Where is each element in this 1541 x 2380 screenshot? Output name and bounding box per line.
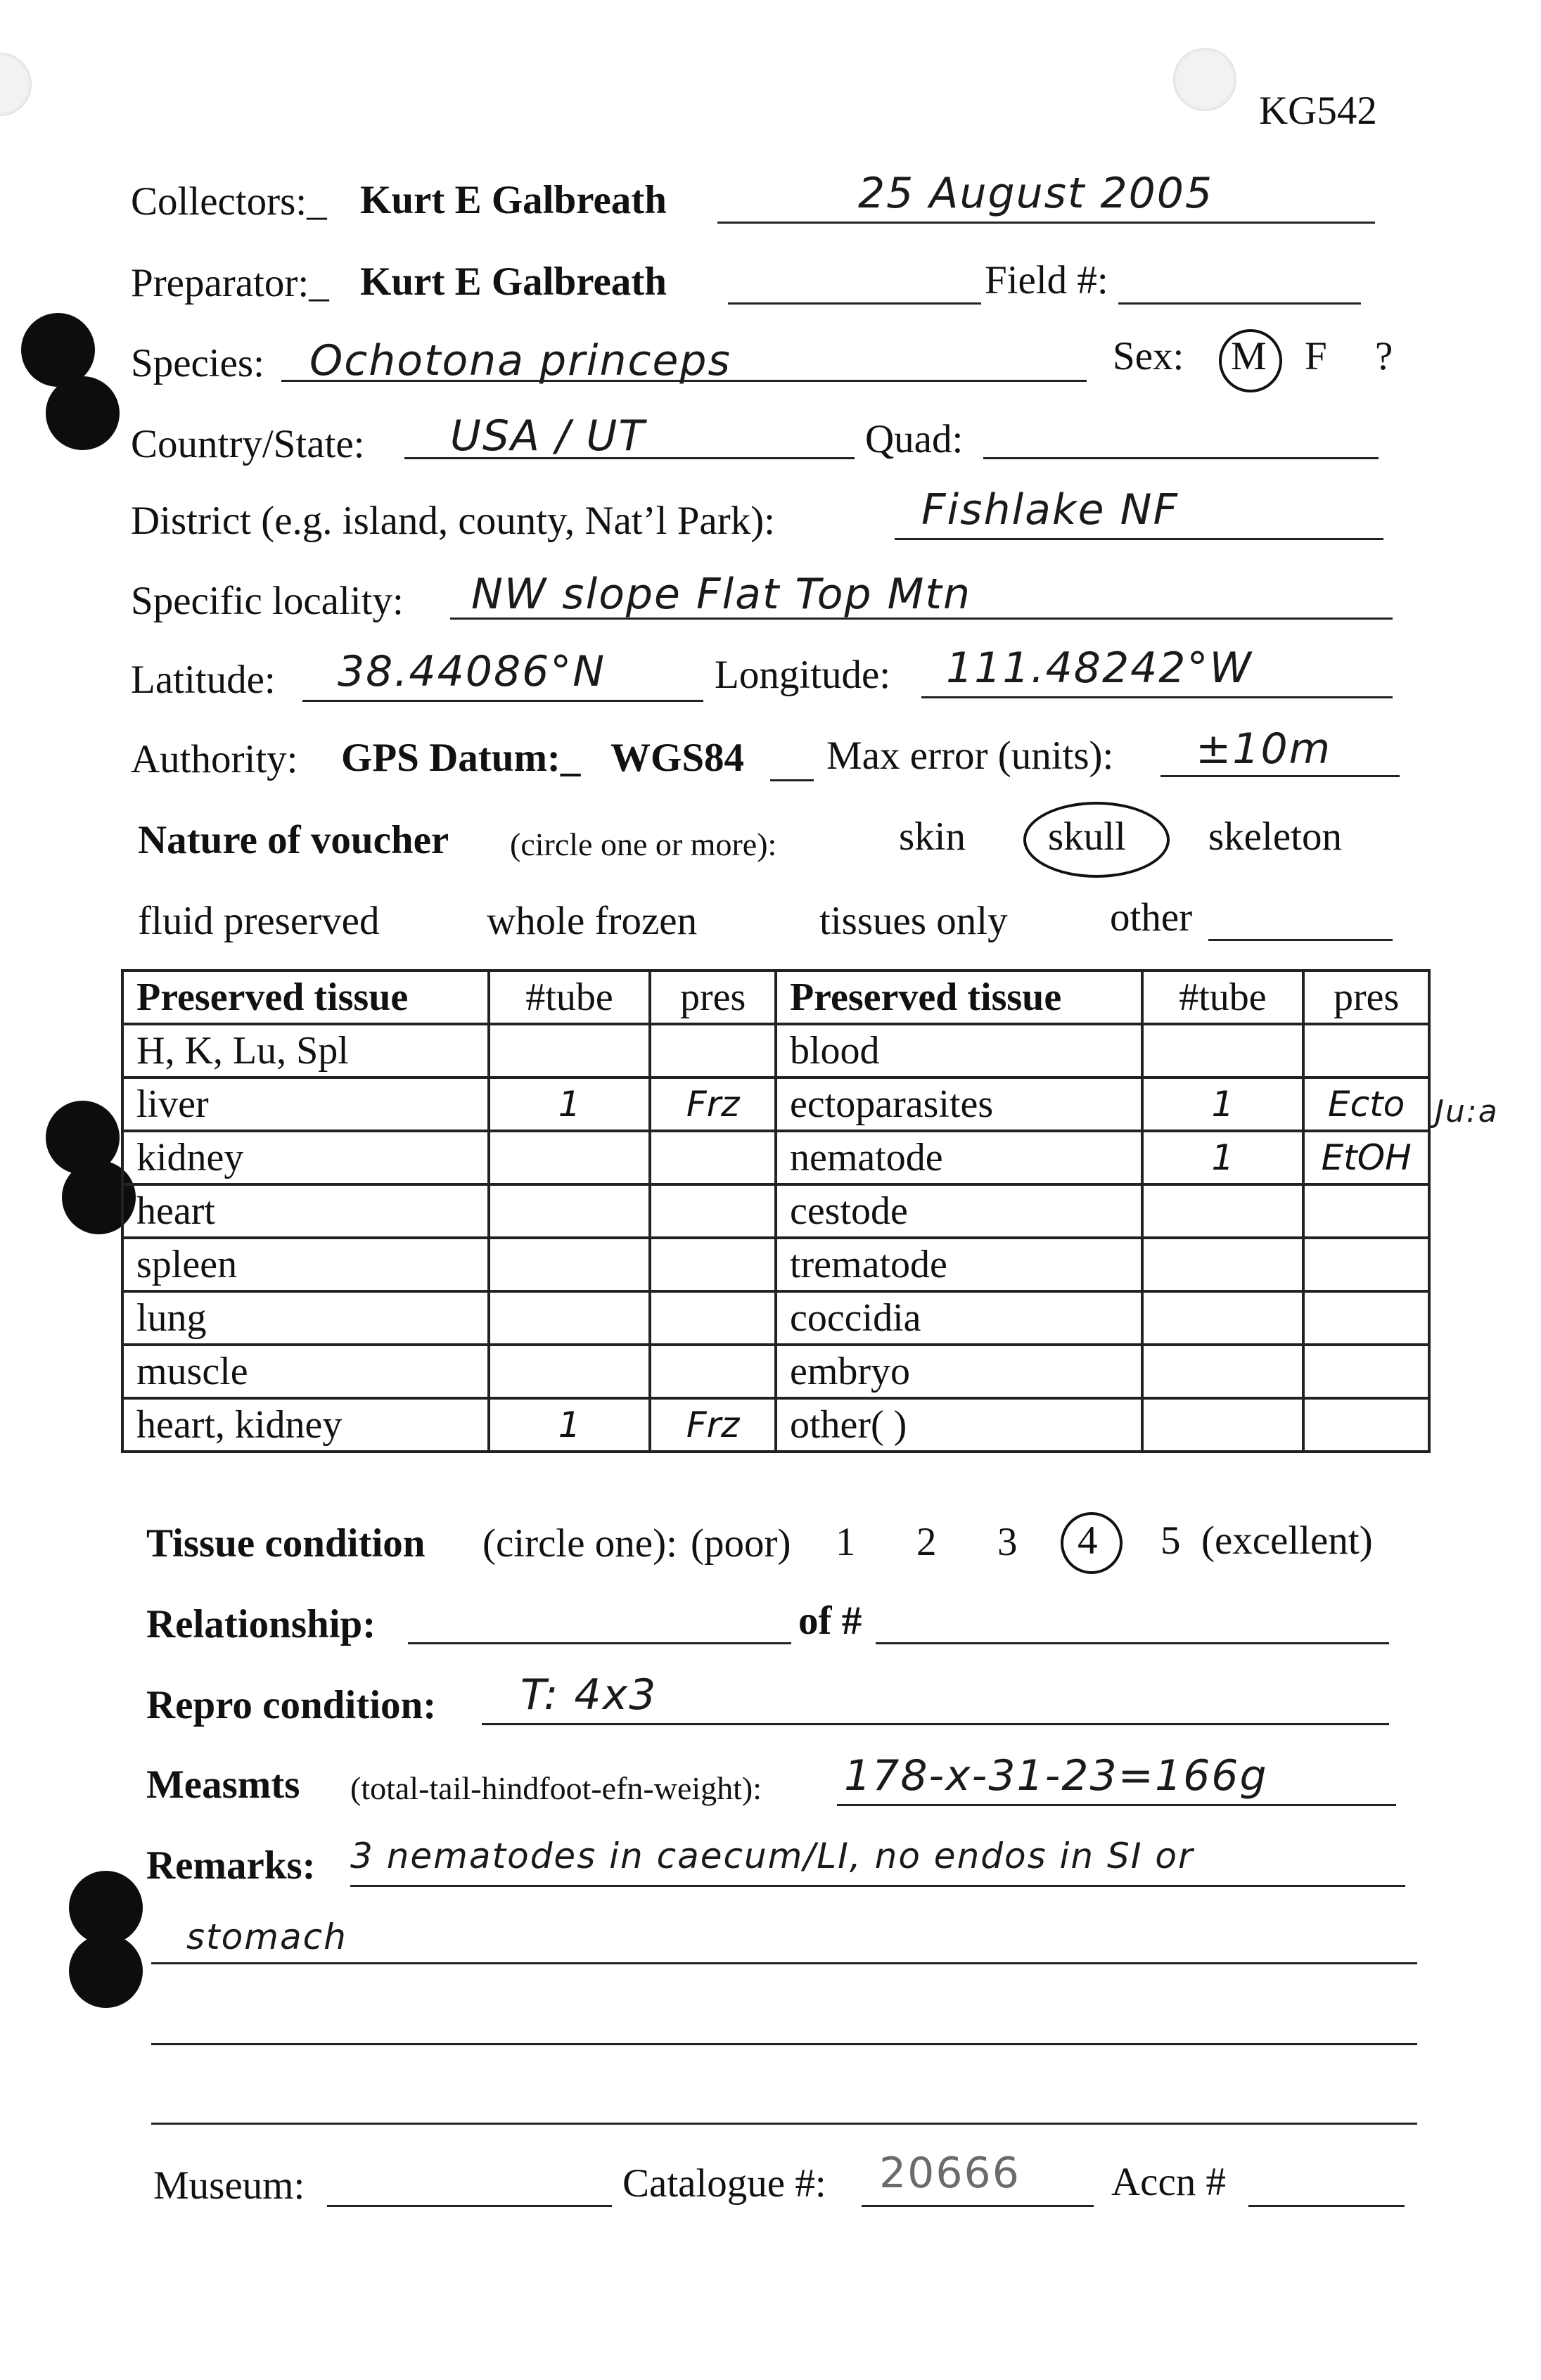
tissue-condition-1[interactable]: 1 bbox=[836, 1520, 856, 1564]
tissue-cell: heart, kidney bbox=[122, 1398, 489, 1452]
catalogue-label: Catalogue #: bbox=[622, 2161, 826, 2206]
tissue-cell: embryo bbox=[776, 1345, 1142, 1398]
table-header-row bbox=[122, 971, 1429, 1024]
table-row bbox=[122, 1345, 1429, 1398]
preparator-label: Preparator:_ bbox=[131, 261, 329, 305]
catalogue-value: 20666 bbox=[879, 2149, 1021, 2198]
repro-line bbox=[482, 1723, 1389, 1725]
remarks-rule-2 bbox=[151, 1962, 1417, 1964]
pres-cell[interactable] bbox=[650, 1184, 776, 1238]
max-error-line bbox=[1160, 775, 1400, 777]
pres-cell[interactable] bbox=[650, 1024, 776, 1077]
country-value: USA / UT bbox=[450, 411, 646, 461]
repro-value: T: 4x3 bbox=[520, 1670, 658, 1720]
relationship-label: Relationship: bbox=[146, 1602, 376, 1646]
table-row bbox=[122, 1131, 1429, 1184]
longitude-label: Longitude: bbox=[715, 653, 891, 697]
longitude-value: 111.48242°W bbox=[946, 644, 1253, 693]
collectors-line bbox=[717, 222, 1375, 224]
tissue-cell: coccidia bbox=[776, 1291, 1142, 1345]
district-label: District (e.g. island, county, Nat’l Park): bbox=[131, 499, 776, 543]
sex-option-f[interactable]: F bbox=[1305, 334, 1327, 378]
sex-label: Sex: bbox=[1113, 334, 1184, 378]
collectors-value: Kurt E Galbreath bbox=[360, 178, 667, 222]
tissue-condition-4[interactable]: 4 bbox=[1078, 1518, 1098, 1563]
ink-blot bbox=[46, 376, 120, 450]
tube-cell[interactable] bbox=[489, 1024, 651, 1077]
header-pres-right: pres bbox=[1303, 971, 1429, 1024]
table-row bbox=[122, 1077, 1429, 1131]
table-row bbox=[122, 1184, 1429, 1238]
tissue-condition-selected-circle bbox=[1061, 1512, 1123, 1574]
voucher-skin[interactable]: skin bbox=[899, 814, 966, 859]
field-number-line bbox=[1118, 302, 1361, 305]
pres-cell[interactable] bbox=[650, 1291, 776, 1345]
voucher-skeleton[interactable]: skeleton bbox=[1208, 814, 1342, 859]
tissue-cell: H, K, Lu, Spl bbox=[122, 1024, 489, 1077]
header-tube-right: #tube bbox=[1142, 971, 1304, 1024]
pres-cell[interactable] bbox=[1303, 1398, 1429, 1452]
collection-date: 25 August 2005 bbox=[858, 169, 1214, 218]
country-label: Country/State: bbox=[131, 422, 365, 466]
pres-cell[interactable] bbox=[1303, 1291, 1429, 1345]
tissue-condition-label: Tissue condition bbox=[146, 1521, 426, 1566]
measurements-value: 178-x-31-23=166g bbox=[844, 1751, 1268, 1800]
measurements-note: (total-tail-hindfoot-efn-weight): bbox=[350, 1770, 762, 1806]
measurements-label: Measmts bbox=[146, 1762, 300, 1807]
remarks-line-2: stomach bbox=[186, 1917, 347, 1957]
locality-label: Specific locality: bbox=[131, 579, 404, 623]
sex-option-m[interactable]: M bbox=[1231, 334, 1267, 378]
measurements-line bbox=[837, 1804, 1396, 1806]
tube-cell[interactable]: 1 bbox=[489, 1398, 651, 1452]
remarks-rule-4 bbox=[151, 2123, 1417, 2125]
max-error-label: Max error (units): bbox=[826, 734, 1114, 778]
tube-cell[interactable] bbox=[1142, 1345, 1304, 1398]
tissue-condition-2[interactable]: 2 bbox=[916, 1520, 937, 1564]
header-tissue-left: Preserved tissue bbox=[122, 971, 489, 1024]
district-value: Fishlake NF bbox=[921, 485, 1179, 535]
voucher-skull[interactable]: skull bbox=[1048, 814, 1126, 859]
specimen-id: KG542 bbox=[1259, 89, 1377, 133]
voucher-fluid[interactable]: fluid preserved bbox=[138, 899, 380, 943]
quad-line bbox=[983, 457, 1379, 459]
pres-cell[interactable] bbox=[650, 1131, 776, 1184]
table-row bbox=[122, 1291, 1429, 1345]
voucher-selected-circle bbox=[1023, 802, 1170, 878]
tissue-cell: nematode bbox=[776, 1131, 1142, 1184]
voucher-tissues[interactable]: tissues only bbox=[819, 899, 1008, 943]
pres-cell[interactable]: Frz bbox=[650, 1398, 776, 1452]
district-line bbox=[895, 538, 1383, 540]
pres-cell[interactable] bbox=[1303, 1345, 1429, 1398]
species-value: Ochotona princeps bbox=[309, 336, 731, 385]
tube-cell[interactable] bbox=[1142, 1024, 1304, 1077]
table-row bbox=[122, 1024, 1429, 1077]
accn-line bbox=[1248, 2205, 1405, 2207]
table-row bbox=[122, 1238, 1429, 1291]
pres-cell[interactable] bbox=[1303, 1184, 1429, 1238]
pres-cell[interactable]: EtOH bbox=[1303, 1131, 1429, 1184]
collectors-label: Collectors:_ bbox=[131, 179, 327, 224]
species-label: Species: bbox=[131, 341, 264, 385]
table-margin-note: Ju:a bbox=[1435, 1094, 1499, 1130]
remarks-rule-1 bbox=[350, 1885, 1405, 1887]
field-number-label: Field #: bbox=[985, 258, 1108, 302]
header-tube-left: #tube bbox=[489, 971, 651, 1024]
tube-cell[interactable]: 1 bbox=[1142, 1131, 1304, 1184]
relationship-of-line bbox=[876, 1642, 1389, 1644]
quad-label: Quad: bbox=[865, 417, 964, 461]
ink-blot bbox=[69, 1934, 143, 2008]
remarks-line-1: 3 nematodes in caecum/LI, no endos in SI or bbox=[350, 1836, 1194, 1876]
punch-hole-left bbox=[0, 53, 32, 116]
relationship-of-label: of # bbox=[798, 1599, 862, 1643]
punch-hole-right bbox=[1173, 48, 1236, 111]
tissue-condition-note: (circle one): bbox=[482, 1521, 677, 1566]
pres-cell[interactable] bbox=[650, 1238, 776, 1291]
tissue-cell: other( ) bbox=[776, 1398, 1142, 1452]
tube-cell[interactable] bbox=[489, 1291, 651, 1345]
tube-cell[interactable] bbox=[1142, 1184, 1304, 1238]
tube-cell[interactable] bbox=[489, 1184, 651, 1238]
gps-datum-value: WGS84 bbox=[610, 736, 745, 780]
remarks-label: Remarks: bbox=[146, 1843, 316, 1888]
voucher-note: (circle one or more): bbox=[510, 826, 777, 862]
locality-line bbox=[450, 618, 1393, 620]
repro-label: Repro condition: bbox=[146, 1683, 437, 1727]
header-pres-left: pres bbox=[650, 971, 776, 1024]
tissue-condition-excellent: (excellent) bbox=[1201, 1518, 1373, 1563]
gps-datum-label: GPS Datum:_ bbox=[341, 736, 581, 780]
voucher-other[interactable]: other bbox=[1110, 895, 1193, 940]
remarks-rule-3 bbox=[151, 2043, 1417, 2045]
max-error-value: ±10m bbox=[1196, 724, 1332, 774]
voucher-other-line bbox=[1208, 939, 1393, 941]
tissue-condition-poor: (poor) bbox=[691, 1521, 791, 1566]
species-line bbox=[281, 380, 1087, 382]
tissue-cell: ectoparasites bbox=[776, 1077, 1142, 1131]
country-line bbox=[404, 457, 855, 459]
tube-cell[interactable]: 1 bbox=[489, 1077, 651, 1131]
sex-option-unknown[interactable]: ? bbox=[1375, 334, 1393, 378]
sex-selected-circle bbox=[1219, 329, 1282, 392]
table-row bbox=[122, 1398, 1429, 1452]
pres-cell[interactable]: Ecto bbox=[1303, 1077, 1429, 1131]
tissue-cell: liver bbox=[122, 1077, 489, 1131]
tissue-cell: kidney bbox=[122, 1131, 489, 1184]
pres-cell[interactable] bbox=[1303, 1238, 1429, 1291]
pres-cell[interactable] bbox=[1303, 1024, 1429, 1077]
tissue-cell: trematode bbox=[776, 1238, 1142, 1291]
pres-cell[interactable]: Frz bbox=[650, 1077, 776, 1131]
voucher-frozen[interactable]: whole frozen bbox=[487, 899, 698, 943]
accn-label: Accn # bbox=[1111, 2160, 1227, 2204]
tissue-cell: muscle bbox=[122, 1345, 489, 1398]
datum-line bbox=[770, 779, 814, 781]
preparator-value: Kurt E Galbreath bbox=[360, 260, 667, 304]
latitude-line bbox=[302, 700, 703, 702]
tube-cell[interactable] bbox=[1142, 1291, 1304, 1345]
tissue-cell: lung bbox=[122, 1291, 489, 1345]
tube-cell[interactable] bbox=[489, 1345, 651, 1398]
tissue-cell: heart bbox=[122, 1184, 489, 1238]
latitude-label: Latitude: bbox=[131, 658, 276, 702]
preparator-line bbox=[728, 302, 981, 305]
preserved-tissue-table bbox=[121, 969, 1431, 1453]
locality-value: NW slope Flat Top Mtn bbox=[471, 570, 971, 619]
voucher-label: Nature of voucher bbox=[138, 818, 449, 862]
tube-cell[interactable]: 1 bbox=[1142, 1077, 1304, 1131]
museum-label: Museum: bbox=[153, 2163, 305, 2208]
museum-line bbox=[327, 2205, 612, 2207]
pres-cell[interactable] bbox=[650, 1345, 776, 1398]
catalogue-line bbox=[862, 2205, 1094, 2207]
latitude-value: 38.44086°N bbox=[338, 647, 606, 696]
tube-cell[interactable] bbox=[1142, 1238, 1304, 1291]
tissue-cell: blood bbox=[776, 1024, 1142, 1077]
tissue-condition-5[interactable]: 5 bbox=[1160, 1518, 1181, 1563]
tissue-cell: spleen bbox=[122, 1238, 489, 1291]
longitude-line bbox=[921, 696, 1393, 698]
tube-cell[interactable] bbox=[489, 1131, 651, 1184]
authority-label: Authority: bbox=[131, 737, 298, 781]
relationship-line bbox=[408, 1642, 791, 1644]
tube-cell[interactable] bbox=[1142, 1398, 1304, 1452]
tissue-condition-3[interactable]: 3 bbox=[997, 1520, 1018, 1564]
header-tissue-right: Preserved tissue bbox=[776, 971, 1142, 1024]
tissue-cell: cestode bbox=[776, 1184, 1142, 1238]
tube-cell[interactable] bbox=[489, 1238, 651, 1291]
